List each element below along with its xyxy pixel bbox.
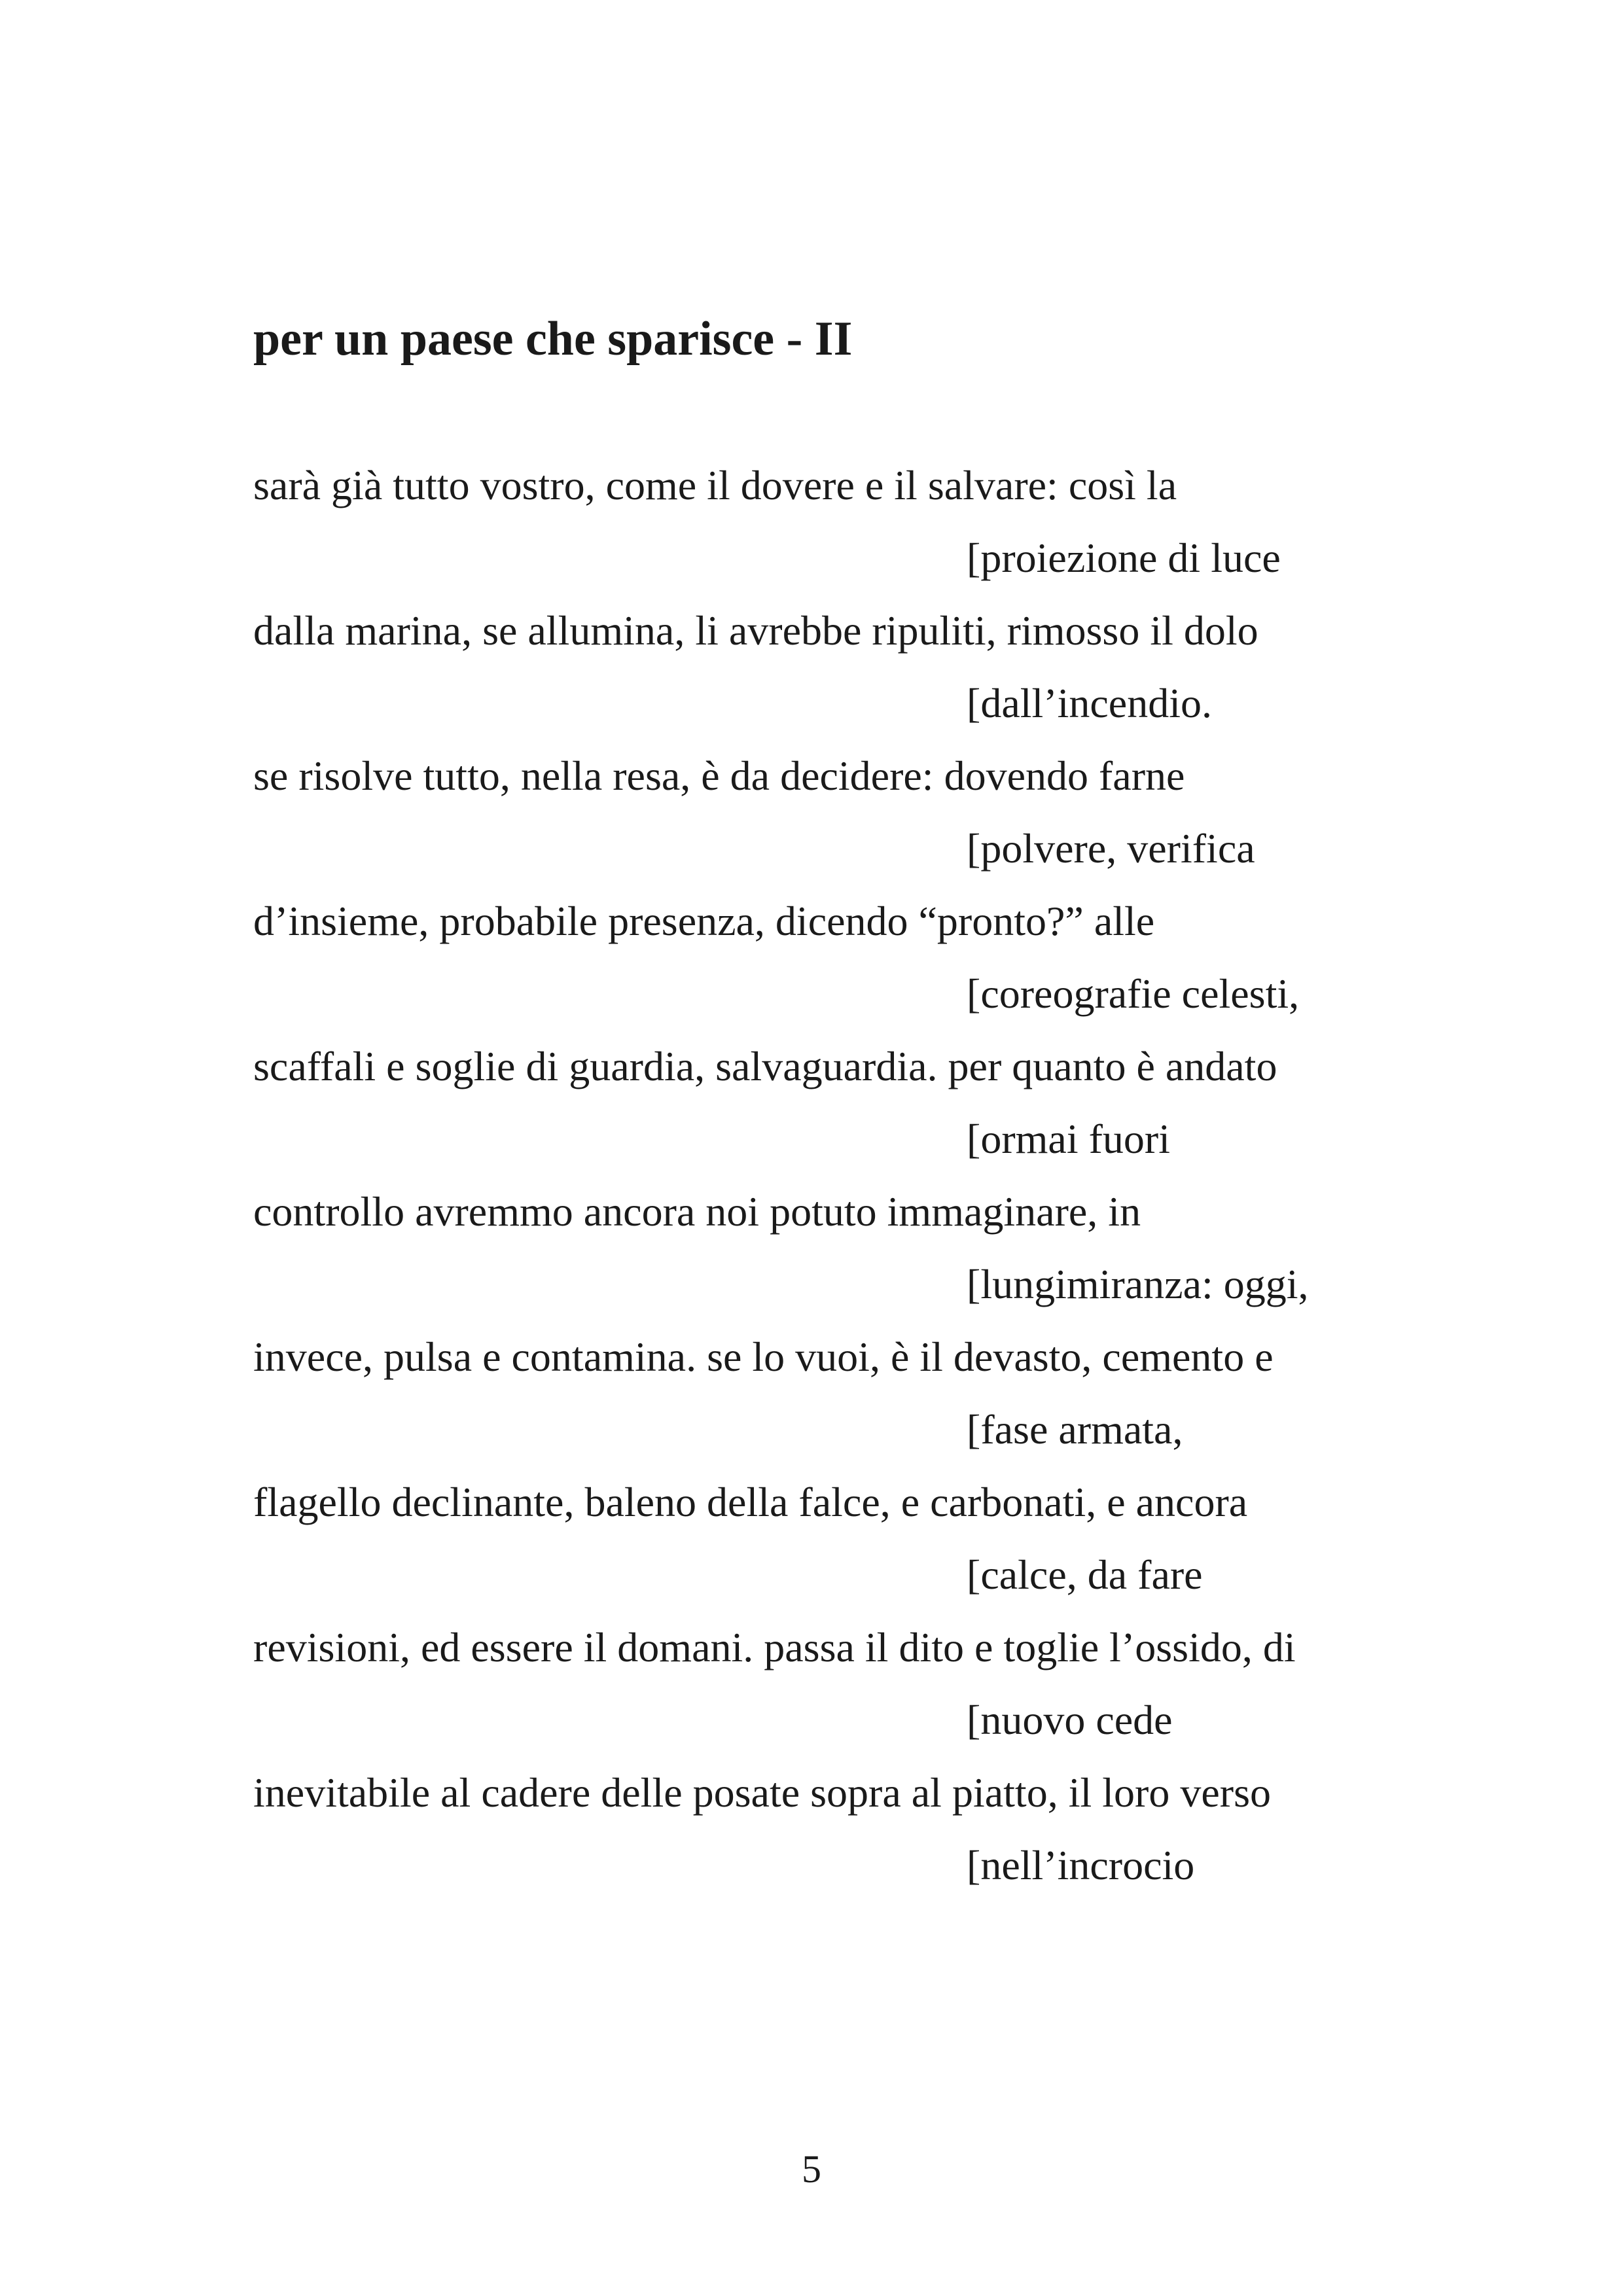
poem-line: se risolve tutto, nella resa, è da decidere: dovendo farne (253, 752, 1185, 799)
poem-line-continuation: [nell’incrocio (967, 1842, 1195, 1888)
poem-line-continuation: [proiezione di luce (967, 535, 1281, 581)
poem-body (253, 449, 1431, 1901)
poem-line-continuation: [fase armata, (967, 1406, 1183, 1453)
poem-line: controllo avremmo ancora noi potuto immaginare, in (253, 1188, 1141, 1235)
poem-line-continuation: [lungimiranza: oggi, (967, 1261, 1309, 1307)
poem-line-continuation: [dall’incendio. (967, 680, 1212, 726)
poem-line: sarà già tutto vostro, come il dovere e il salvare: così la (253, 462, 1177, 508)
poem-line: d’insieme, probabile presenza, dicendo “pronto?” alle (253, 898, 1155, 944)
poem-line-continuation: [coreografie celesti, (967, 970, 1300, 1017)
poem-line-continuation: [nuovo cede (967, 1697, 1173, 1743)
poem-line: scaffali e soglie di guardia, salvaguardia. per quanto è andato (253, 1043, 1277, 1089)
poem-line-continuation: [polvere, verifica (967, 825, 1255, 872)
poem-line-continuation: [ormai fuori (967, 1116, 1170, 1162)
poem-line: invece, pulsa e contamina. se lo vuoi, è il devasto, cemento e (253, 1333, 1274, 1380)
poem-line: flagello declinante, baleno della falce, e carbonati, e ancora (253, 1479, 1248, 1525)
page-title: per un paese che sparisce - II (253, 312, 853, 366)
poem-line: dalla marina, se allumina, li avrebbe ripuliti, rimosso il dolo (253, 607, 1258, 654)
poem-line-continuation: [calce, da fare (967, 1551, 1203, 1598)
poem-line: inevitabile al cadere delle posate sopra al piatto, il loro verso (253, 1769, 1271, 1816)
page-number: 5 (802, 2147, 821, 2191)
poem-line: revisioni, ed essere il domani. passa il dito e toglie l’ossido, di (253, 1624, 1296, 1670)
